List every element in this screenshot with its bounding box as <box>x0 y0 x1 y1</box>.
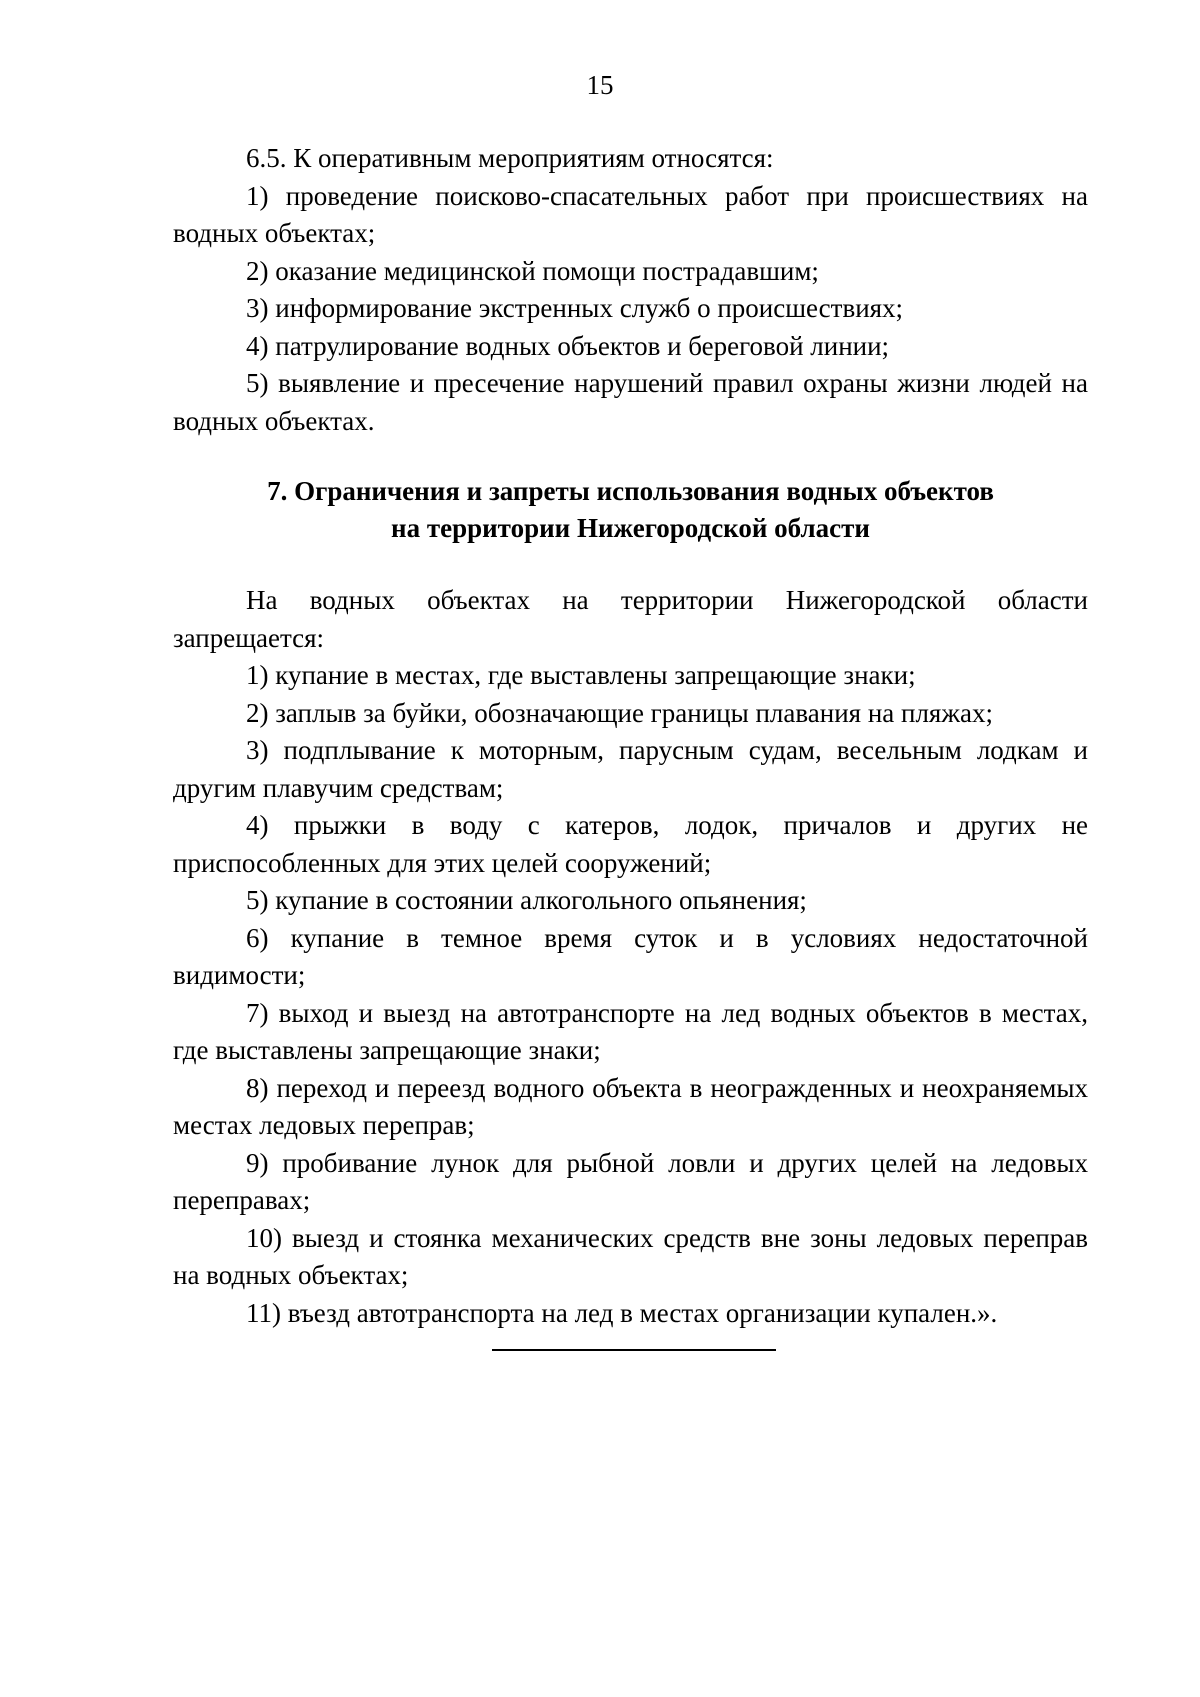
section-7-heading <box>173 473 1088 547</box>
list-item: 1) купание в местах, где выставлены запрещающие знаки; <box>246 660 916 690</box>
list-item: 3) информирование экстренных служб о происшествиях; <box>246 293 904 323</box>
document-body <box>173 140 1088 1332</box>
section-7-intro: На водных объектах на территории Нижегородской области запрещается: <box>173 585 1088 653</box>
list-item: 4) прыжки в воду с катеров, лодок, причалов и других не приспособленных для этих целей сооружений; <box>173 810 1088 878</box>
list-item: 2) оказание медицинской помощи пострадавшим; <box>246 255 819 286</box>
list-item: 8) переход и переезд водного объекта в неогражденных и неохраняемых местах ледовых переправ; <box>173 1072 1088 1140</box>
list-item: 11) въезд автотранспорта на лед в местах организации купален.». <box>246 1297 998 1328</box>
section-6-5-intro: 6.5. К оперативным мероприятиям относятся: <box>246 143 774 173</box>
section-7-heading-line-1: 7. Ограничения и запреты использования водных объектов <box>267 476 994 506</box>
list-item: 6) купание в темное время суток и в условиях недостаточной видимости; <box>173 922 1088 990</box>
page-number: 15 <box>586 70 614 100</box>
list-item: 10) выезд и стоянка механических средств вне зоны ледовых переправ на водных объектах; <box>173 1222 1088 1290</box>
closing-rule <box>492 1349 776 1351</box>
list-item: 1) проведение поисково-спасательных работ при происшествиях на водных объектах; <box>173 180 1088 248</box>
list-item: 7) выход и выезд на автотранспорте на лед водных объектов в местах, где выставлены запрещающие знаки; <box>173 997 1088 1065</box>
list-item: 9) пробивание лунок для рыбной ловли и других целей на ледовых переправах; <box>173 1147 1088 1215</box>
list-item: 2) заплыв за буйки, обозначающие границы плавания на пляжах; <box>246 697 993 728</box>
list-item: 4) патрулирование водных объектов и береговой линии; <box>246 330 890 361</box>
list-item: 5) выявление и пресечение нарушений правил охраны жизни людей на водных объектах. <box>173 368 1088 436</box>
list-item: 5) купание в состоянии алкогольного опьянения; <box>246 885 807 915</box>
list-item: 3) подплывание к моторным, парусным судам, весельным лодкам и другим плавучим средствам; <box>173 735 1088 803</box>
section-7-heading-line-2: на территории Нижегородской области <box>391 513 870 543</box>
